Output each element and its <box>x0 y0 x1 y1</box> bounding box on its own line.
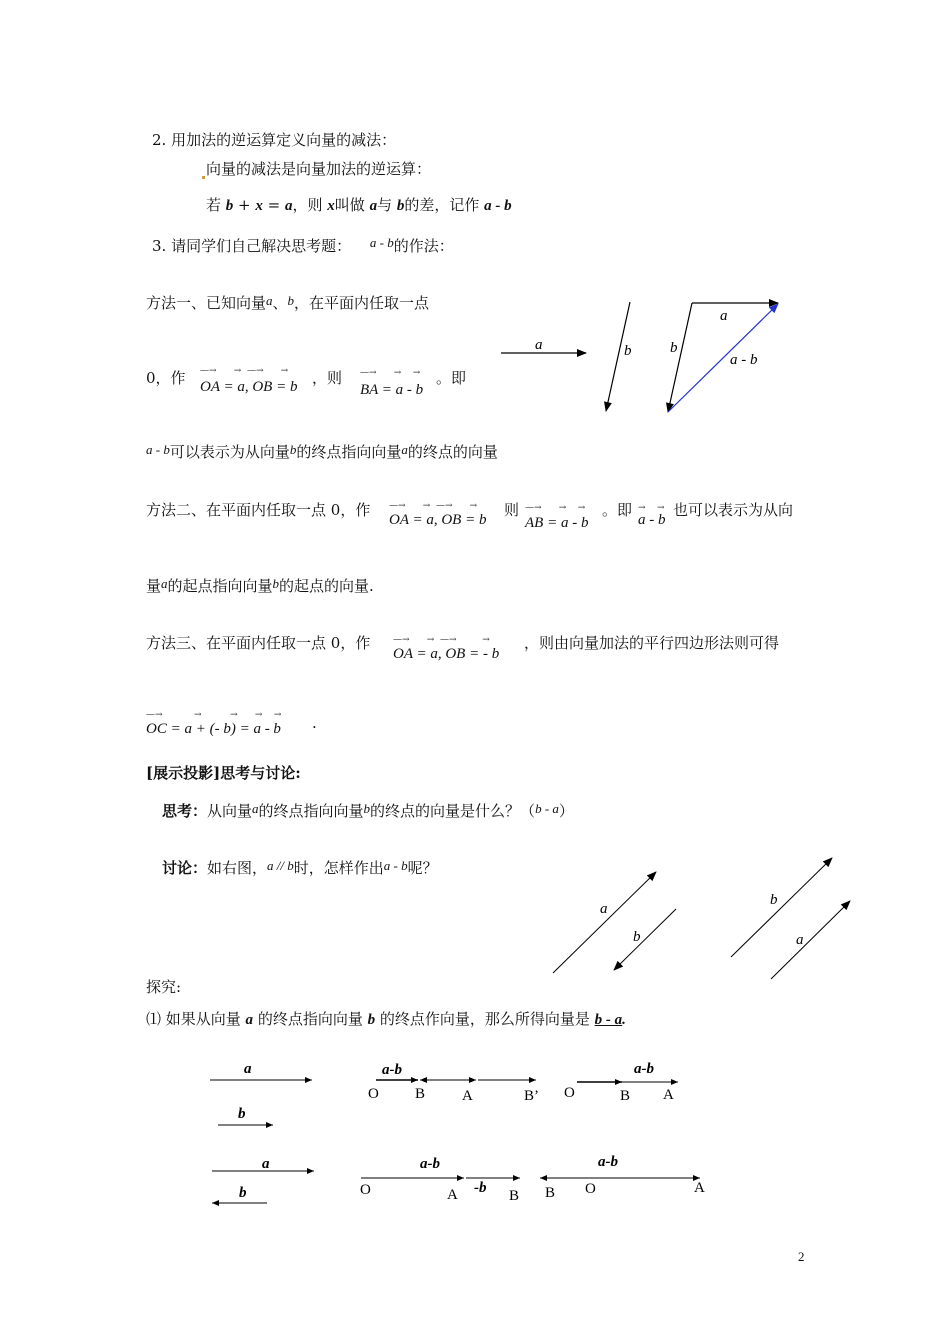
bottom2-b-label: b <box>239 1185 247 1201</box>
method3-expr2: OC = a + (- b) = a - b <box>146 721 281 737</box>
point-A-4: A <box>694 1180 705 1196</box>
point-A-2: A <box>663 1087 674 1103</box>
point-O-2: O <box>564 1085 575 1101</box>
figure-bottom-row-2 <box>212 1154 705 1204</box>
overarrows: —→ → → → → <box>146 710 282 720</box>
parallel2-b-arrow <box>731 858 832 957</box>
amb-label-4: a-b <box>598 1154 618 1170</box>
amb-label-2: a-b <box>634 1061 654 1077</box>
method3-line1b: ，则由向量加法的平行四边形法则可得 <box>524 634 780 652</box>
method2-ie: 。即 <box>602 501 633 519</box>
explore-heading: 探究: <box>146 978 182 996</box>
page-number: 2 <box>798 1249 805 1264</box>
figure-subtraction-triangle <box>501 302 778 412</box>
section-heading: [展示投影]思考与讨论: <box>146 764 301 782</box>
point-A-1: A <box>462 1088 473 1104</box>
definition-line-2: 若 b + x = a，则 x叫做 a与 b的差，记作 a - b <box>206 196 512 214</box>
vector-b-label: b <box>624 343 632 359</box>
point-B-3: B <box>509 1188 520 1204</box>
triangle-a-label: a <box>720 308 728 324</box>
method1-ie: 。即 <box>436 369 467 387</box>
amb-label-1: a-b <box>382 1062 402 1078</box>
method3-line1a: 方法三、在平面内任取一点 0，作 <box>146 634 371 652</box>
figure-parallel-vectors-1 <box>553 872 676 973</box>
method3-end: . <box>312 714 317 732</box>
method3-expr1: OA = a, OB = - b <box>393 646 500 662</box>
method2-expr1: OA = a, OB = b <box>389 512 487 528</box>
point-A-3: A <box>447 1187 458 1203</box>
figure-parallel-vectors-2 <box>731 858 850 979</box>
overarrows: —→ → —→ → <box>389 501 478 511</box>
point-O-3: O <box>360 1182 371 1198</box>
method1-line3: a - b可以表示为从向量b的终点指向向量a的终点的向量 <box>146 442 498 461</box>
parallel-a-arrow <box>553 872 656 973</box>
overarrows: → → <box>638 503 665 513</box>
parallel-b-arrow <box>614 909 676 970</box>
overarrows: —→ → → <box>525 503 586 513</box>
point-B-1: B <box>415 1086 426 1102</box>
point-O-4: O <box>585 1181 596 1197</box>
method2-expr3: a - b <box>638 512 666 528</box>
point-O-1: O <box>368 1086 379 1102</box>
method1-line2-prefix: 0，作 <box>146 369 186 387</box>
method2-line1a: 方法二、在平面内任取一点 0，作 <box>146 501 371 519</box>
overarrows: —→ → → <box>360 368 421 378</box>
parallel2-b-label: b <box>770 892 778 908</box>
vector-a-label: a <box>535 337 543 353</box>
negb-label-3: -b <box>474 1180 487 1196</box>
think-line: 思考：从向量a的终点指向向量b的终点的向量是什么？（b - a） <box>162 801 574 820</box>
method1-then: ，则 <box>312 369 343 387</box>
triangle-a-minus-b-label: a - b <box>730 352 758 368</box>
heading-3: 3. 请同学们自己解决思考题： a - b的作法： <box>152 235 454 255</box>
parallel2-a-arrow <box>771 901 850 979</box>
method2-line2: 量a的起点指向向量b的起点的向量. <box>146 576 374 595</box>
triangle-b-label: b <box>670 340 678 356</box>
figure-bottom-row-1 <box>210 1061 678 1125</box>
bottom2-a-label: a <box>262 1156 270 1172</box>
point-Bp-1: B’ <box>524 1088 539 1104</box>
method1-expr2: BA = a - b <box>360 382 424 398</box>
overarrows: —→ → —→ → <box>200 366 289 376</box>
method1-expr1: OA = a, OB = b <box>200 379 298 395</box>
parallel-b-label: b <box>633 929 641 945</box>
discuss-line: 讨论：如右图，a // b时，怎样作出a - b呢？ <box>162 858 438 877</box>
amb-label-3: a-b <box>420 1156 440 1172</box>
point-B-2: B <box>620 1088 631 1104</box>
method1-line1: 方法一、已知向量a、b，在平面内任取一点 <box>146 293 430 312</box>
definition-line-1: 向量的减法是向量加法的逆运算： <box>202 158 431 179</box>
parallel-a-label: a <box>600 901 608 917</box>
overarrows: —→ → —→ → <box>393 635 490 645</box>
method2-expr2: AB = a - b <box>525 515 589 531</box>
explore-item-1: ⑴ 如果从向量 a 的终点指向向量 b 的终点作向量，那么所得向量是 b - a. <box>146 1010 626 1028</box>
triangle-b-arrow <box>668 303 692 412</box>
bottom-b-label: b <box>238 1106 246 1122</box>
parallel2-a-label: a <box>796 932 804 948</box>
bottom-a-label: a <box>244 1061 252 1077</box>
point-B-4: B <box>545 1185 556 1201</box>
method2-line1d: 也可以表示为从向 <box>673 501 794 519</box>
heading-2: 2. 用加法的逆运算定义向量的减法： <box>152 131 397 149</box>
method2-then: 则 <box>504 501 520 519</box>
